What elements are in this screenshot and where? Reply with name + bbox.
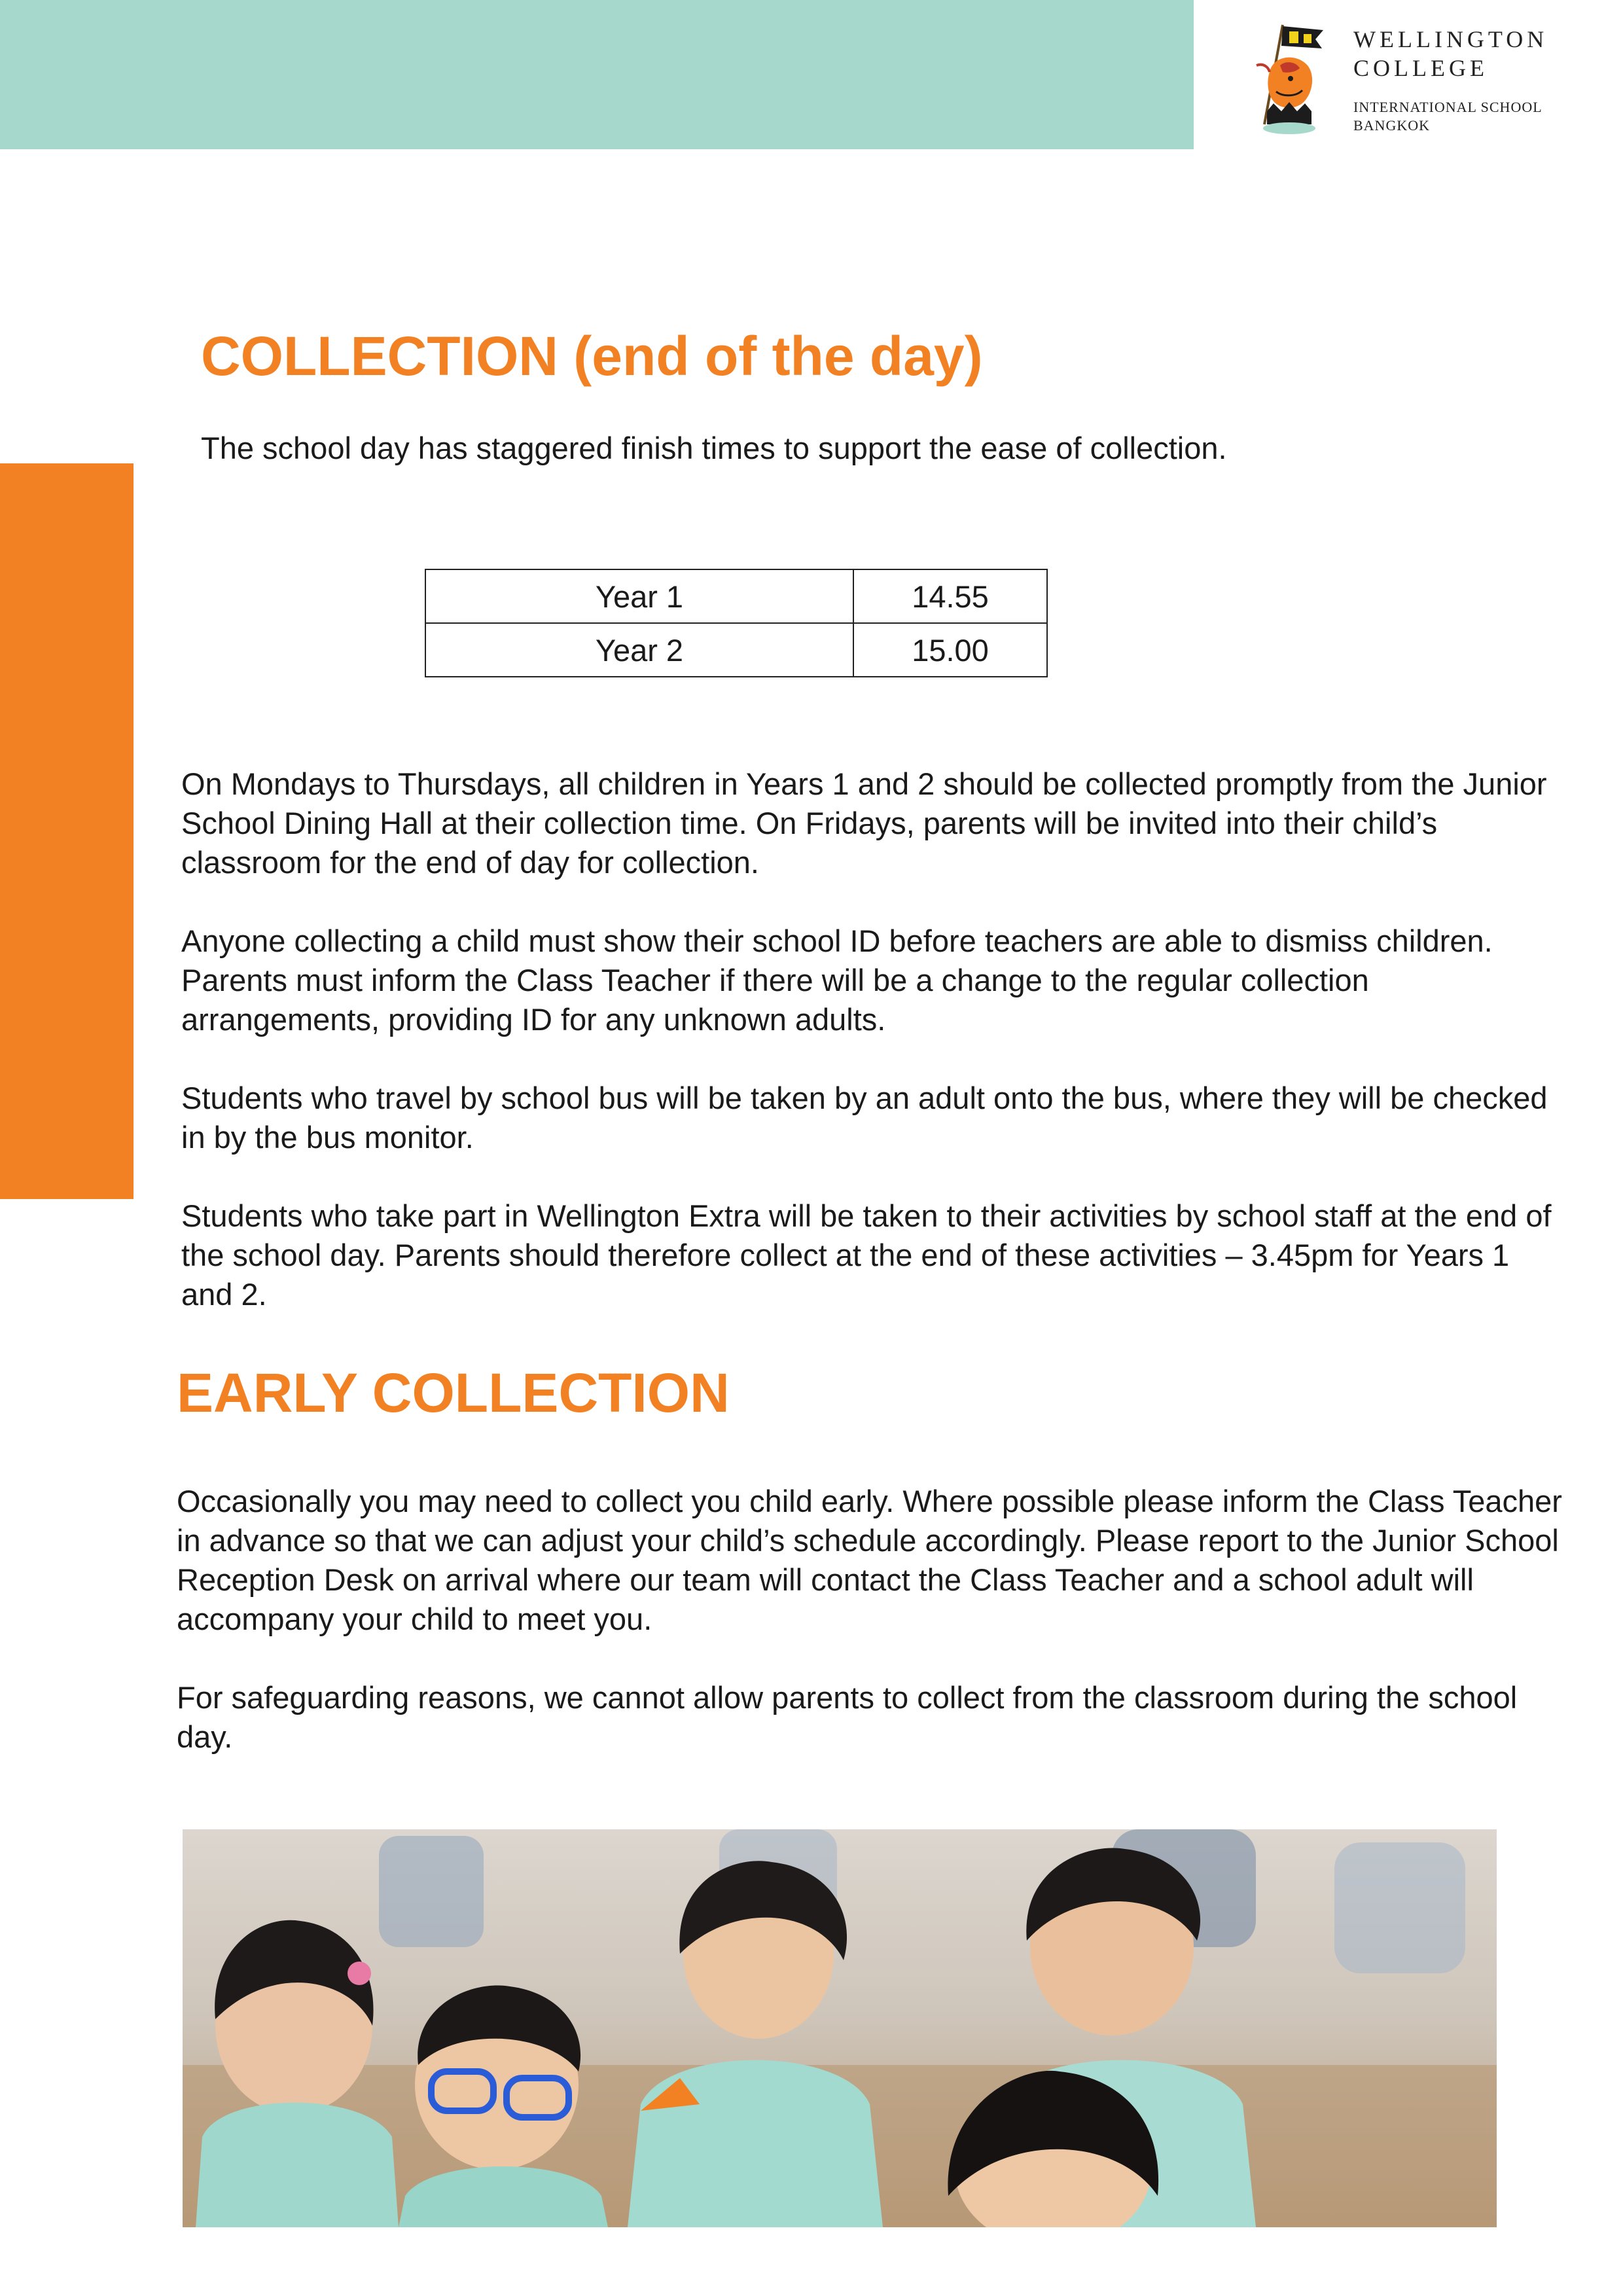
collection-paragraph-3: Students who travel by school bus will be taken by an adult onto the bus, where they will be checked in by the bus monitor. xyxy=(181,1081,1548,1155)
logo-sub-line1: INTERNATIONAL SCHOOL xyxy=(1353,99,1543,115)
header-teal-band xyxy=(0,0,1194,149)
table-cell-year: Year 2 xyxy=(425,623,853,677)
early-collection-heading: EARLY COLLECTION xyxy=(177,1362,730,1424)
collection-paragraph-2: Anyone collecting a child must show their school ID before teachers are able to dismiss children. Parents must inform the Class Teacher if there will be a change to the regular collection arrangements, providing ID for any unknown adults. xyxy=(181,924,1493,1037)
logo-name-line2: COLLEGE xyxy=(1353,55,1488,81)
children-photo xyxy=(183,1829,1497,2227)
side-orange-band xyxy=(0,463,134,1199)
finish-times-table xyxy=(425,569,1048,677)
table-cell-time: 15.00 xyxy=(853,623,1047,677)
table-cell-time: 14.55 xyxy=(853,569,1047,623)
table-row xyxy=(425,623,1047,677)
collection-heading: COLLECTION (end of the day) xyxy=(201,325,983,387)
lion-crest-icon xyxy=(1250,20,1329,137)
logo-subtitle xyxy=(1353,98,1543,135)
table-cell-year: Year 1 xyxy=(425,569,853,623)
collection-intro: The school day has staggered finish times to support the ease of collection. xyxy=(201,431,1227,465)
early-collection-paragraph-2: For safeguarding reasons, we cannot allow parents to collect from the classroom during the school day. xyxy=(177,1680,1518,1754)
early-collection-paragraph-1: Occasionally you may need to collect you child early. Where possible please inform the Class Teacher in advance so that we can adjust your child’s schedule accordingly. Please report to the Junior School Reception Desk on arrival where our team will contact the Class Teacher and a school adult will accompany your child to meet you. xyxy=(177,1484,1562,1636)
logo-sub-line2: BANGKOK xyxy=(1353,117,1430,134)
school-logo xyxy=(1250,20,1603,137)
collection-paragraph-4: Students who take part in Wellington Extra will be taken to their activities by school staff at the end of the school day. Parents should therefore collect at the end of these activities – 3.45pm for Years 1 and 2. xyxy=(181,1198,1552,1312)
children-photo-illustration xyxy=(183,1829,1497,2227)
logo-name-line1: WELLINGTON xyxy=(1353,26,1548,52)
logo-wordmark xyxy=(1353,25,1548,82)
collection-paragraph-1: On Mondays to Thursdays, all children in Years 1 and 2 should be collected promptly from the Junior School Dining Hall at their collection time. On Fridays, parents will be invited into their child’s classroom for the end of day for collection. xyxy=(181,766,1547,880)
table-row xyxy=(425,569,1047,623)
